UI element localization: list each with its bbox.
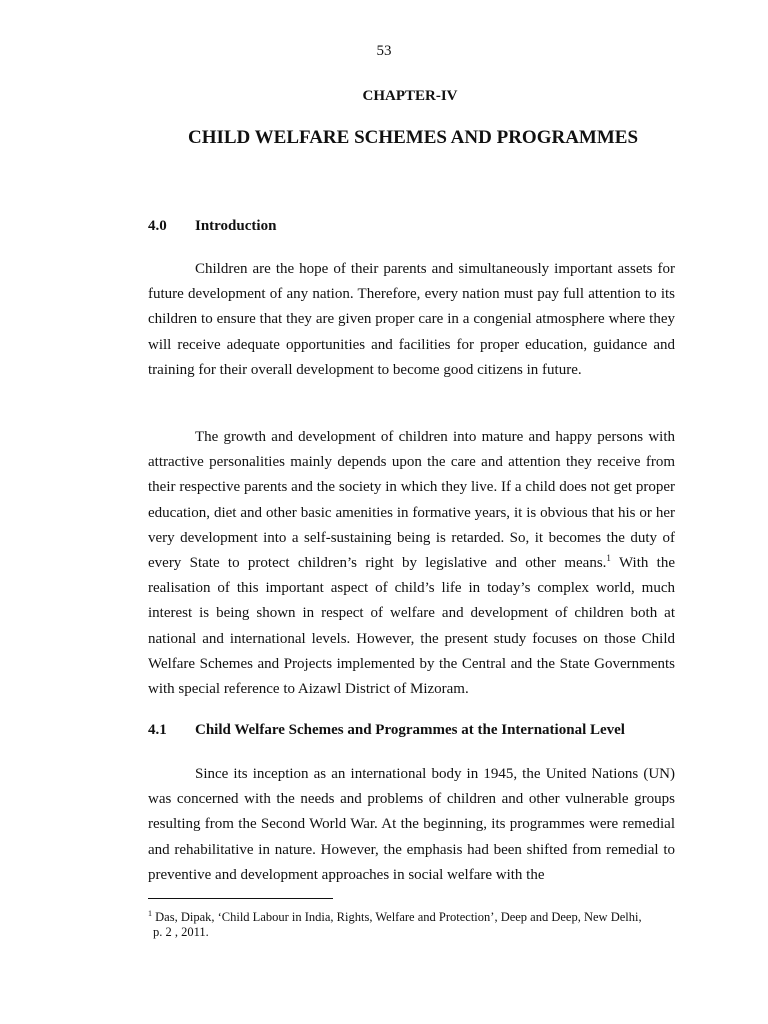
footnote-text-continued: p. 2 , 2011.: [153, 925, 209, 940]
section-title: Child Welfare Schemes and Programmes at the International Level: [195, 722, 625, 738]
section-heading-introduction: [148, 218, 276, 235]
footnote-marker: 1: [148, 909, 152, 918]
footnote-text: Das, Dipak, ‘Child Labour in India, Rights, Welfare and Protection’, Deep and Deep, New Delhi,: [152, 910, 642, 925]
footnote: [148, 906, 675, 940]
paragraph-introduction: Children are the hope of their parents and simultaneously important assets for future development of any nation. Therefore, every nation must pay full attention to its children to ensure that they are given proper care in a congenial atmosphere where they will receive adequate opportunities and facilities for proper education, guidance and training for their overall development to become good citizens in future.: [148, 261, 675, 378]
section-title: Introduction: [195, 218, 277, 234]
footnote-divider: [148, 898, 333, 899]
section-number: 4.0: [148, 218, 167, 234]
chapter-label: CHAPTER-IV: [362, 88, 458, 104]
footnote-reference: 1: [606, 553, 611, 564]
paragraph-text-continued: With the realisation of this important aspect of child’s life in today’s complex world, much interest is being shown in respect of welfare and development of children both at national and international levels. However, the present study focuses on those Child Welfare Schemes and Projects implemented by the Central and the State Governments with special reference to Aizawl District of Mizoram.: [148, 555, 675, 698]
page-number: 53: [376, 43, 392, 59]
paragraph-united-nations: Since its inception as an international body in 1945, the United Nations (UN) was concerned with the needs and problems of children and other vulnerable groups resulting from the Second World War. At the beginning, its programmes were remedial and rehabilitative in nature. However, the emphasis had been shifted from remedial to preventive and development approaches in social welfare with the: [148, 766, 675, 883]
chapter-title: CHILD WELFARE SCHEMES AND PROGRAMMES: [187, 127, 639, 148]
section-number: 4.1: [148, 722, 167, 738]
paragraph-text: The growth and development of children into mature and happy persons with attractive personalities mainly depends upon the care and attention they receive from their respective parents and the society in which they live. If a child does not get proper education, diet and other basic amenities in formative years, it is obvious that his or her very development into a self-sustaining being is retarded. So, it becomes the duty of every State to protect children’s right by legislative and other means.: [148, 429, 675, 572]
paragraph-growth-development: [148, 425, 675, 702]
section-heading-international: [148, 722, 625, 739]
